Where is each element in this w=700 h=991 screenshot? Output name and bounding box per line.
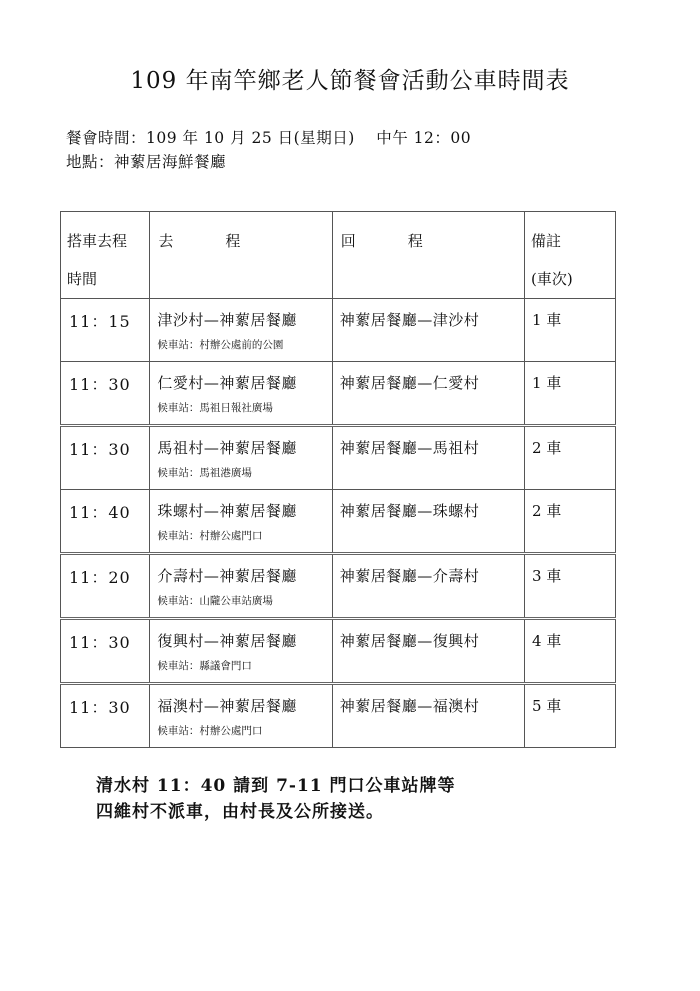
bus-stop: 候車站：村辦公處門口 [157,725,263,737]
outbound-route: 津沙村—神蕠居餐廳 [157,311,297,329]
table-row [61,554,616,619]
bus-stop: 候車站：馬祖日報社廣場 [157,402,273,414]
bus-stop: 候車站：山隴公車站廣場 [157,595,273,607]
header-return [332,212,524,299]
outbound-route: 馬祖村—神蕠居餐廳 [157,439,297,457]
note-siwei: 四維村不派車，由村長及公所接送。 [96,802,384,822]
return-cell [332,684,524,748]
table-row [61,426,616,490]
outbound-cell [150,362,332,426]
outbound-cell [150,684,332,748]
remarks-cell [525,684,616,748]
return-cell [332,619,524,684]
return-cell [332,299,524,362]
table-row [61,684,616,748]
bus-number: 1 車 [532,374,562,392]
return-route: 神蕠居餐廳—津沙村 [339,311,480,329]
header-outbound-char2: 程 [225,232,241,250]
bus-number: 3 車 [532,567,562,585]
return-route: 神蕠居餐廳—仁愛村 [339,374,480,392]
outbound-cell [150,426,332,490]
departure-time-cell [61,684,150,748]
table-row [61,362,616,426]
departure-time: 11：15 [69,312,131,331]
bus-stop: 候車站：馬祖港廣場 [157,467,252,479]
outbound-route: 福澳村—神蕠居餐廳 [157,697,297,715]
return-cell [332,426,524,490]
header-return-char1: 回 [340,232,356,250]
departure-time: 11：20 [69,568,131,587]
outbound-route: 珠螺村—神蕠居餐廳 [157,502,297,520]
header-remarks-line2: (車次) [531,270,573,288]
bus-stop: 候車站：村辦公處前的公園 [157,339,284,351]
departure-time-cell [61,426,150,490]
return-cell [332,554,524,619]
outbound-route: 復興村—神蕠居餐廳 [157,632,297,650]
header-departure-time-line2: 時間 [67,270,98,288]
bus-number: 1 車 [532,311,562,329]
header-remarks-line1: 備註 [531,232,562,250]
outbound-cell [150,619,332,684]
return-route: 神蕠居餐廳—馬祖村 [339,439,480,457]
bus-number: 5 車 [532,697,562,715]
bus-schedule-table [60,211,616,748]
header-departure-time [61,212,150,299]
departure-time-cell [61,619,150,684]
remarks-cell [525,299,616,362]
outbound-cell [150,490,332,554]
outbound-route: 介壽村—神蕠居餐廳 [157,567,297,585]
remarks-cell [525,426,616,490]
return-route: 神蕠居餐廳—福澳村 [339,697,480,715]
bus-number: 4 車 [532,632,562,650]
remarks-cell [525,554,616,619]
remarks-cell [525,490,616,554]
outbound-cell [150,554,332,619]
remarks-cell [525,362,616,426]
header-outbound-char1: 去 [158,232,174,250]
table-row [61,299,616,362]
departure-time-cell [61,554,150,619]
bus-number: 2 車 [532,502,562,520]
departure-time-cell [61,490,150,554]
table-header-row [61,212,616,299]
return-route: 神蕠居餐廳—介壽村 [339,567,480,585]
event-location: 地點：神蕠居海鮮餐廳 [66,153,227,171]
return-route: 神蕠居餐廳—復興村 [339,632,480,650]
return-cell [332,362,524,426]
departure-time-cell [61,299,150,362]
bus-stop: 候車站：村辦公處門口 [157,530,263,542]
outbound-cell [150,299,332,362]
return-cell [332,490,524,554]
header-return-char2: 程 [407,232,423,250]
header-outbound [150,212,332,299]
departure-time: 11：30 [69,440,131,459]
outbound-route: 仁愛村—神蕠居餐廳 [157,374,297,392]
remarks-cell [525,619,616,684]
return-route: 神蕠居餐廳—珠螺村 [339,502,480,520]
departure-time: 11：30 [69,375,131,394]
page-title: 109 年南竿鄉老人節餐會活動公車時間表 [130,68,570,94]
table-row [61,490,616,554]
header-departure-time-line1: 搭車去程 [67,232,128,250]
departure-time: 11：40 [69,503,131,522]
bus-number: 2 車 [532,439,562,457]
bus-stop: 候車站：縣議會門口 [157,660,252,672]
departure-time: 11：30 [69,698,131,717]
departure-time: 11：30 [69,633,131,652]
note-qingshui: 清水村 11：40 請到 7-11 門口公車站牌等 [96,776,456,796]
departure-time-cell [61,362,150,426]
event-time: 餐會時間：109 年 10 月 25 日(星期日) 中午 12：00 [66,129,472,147]
table-row [61,619,616,684]
header-remarks [525,212,616,299]
